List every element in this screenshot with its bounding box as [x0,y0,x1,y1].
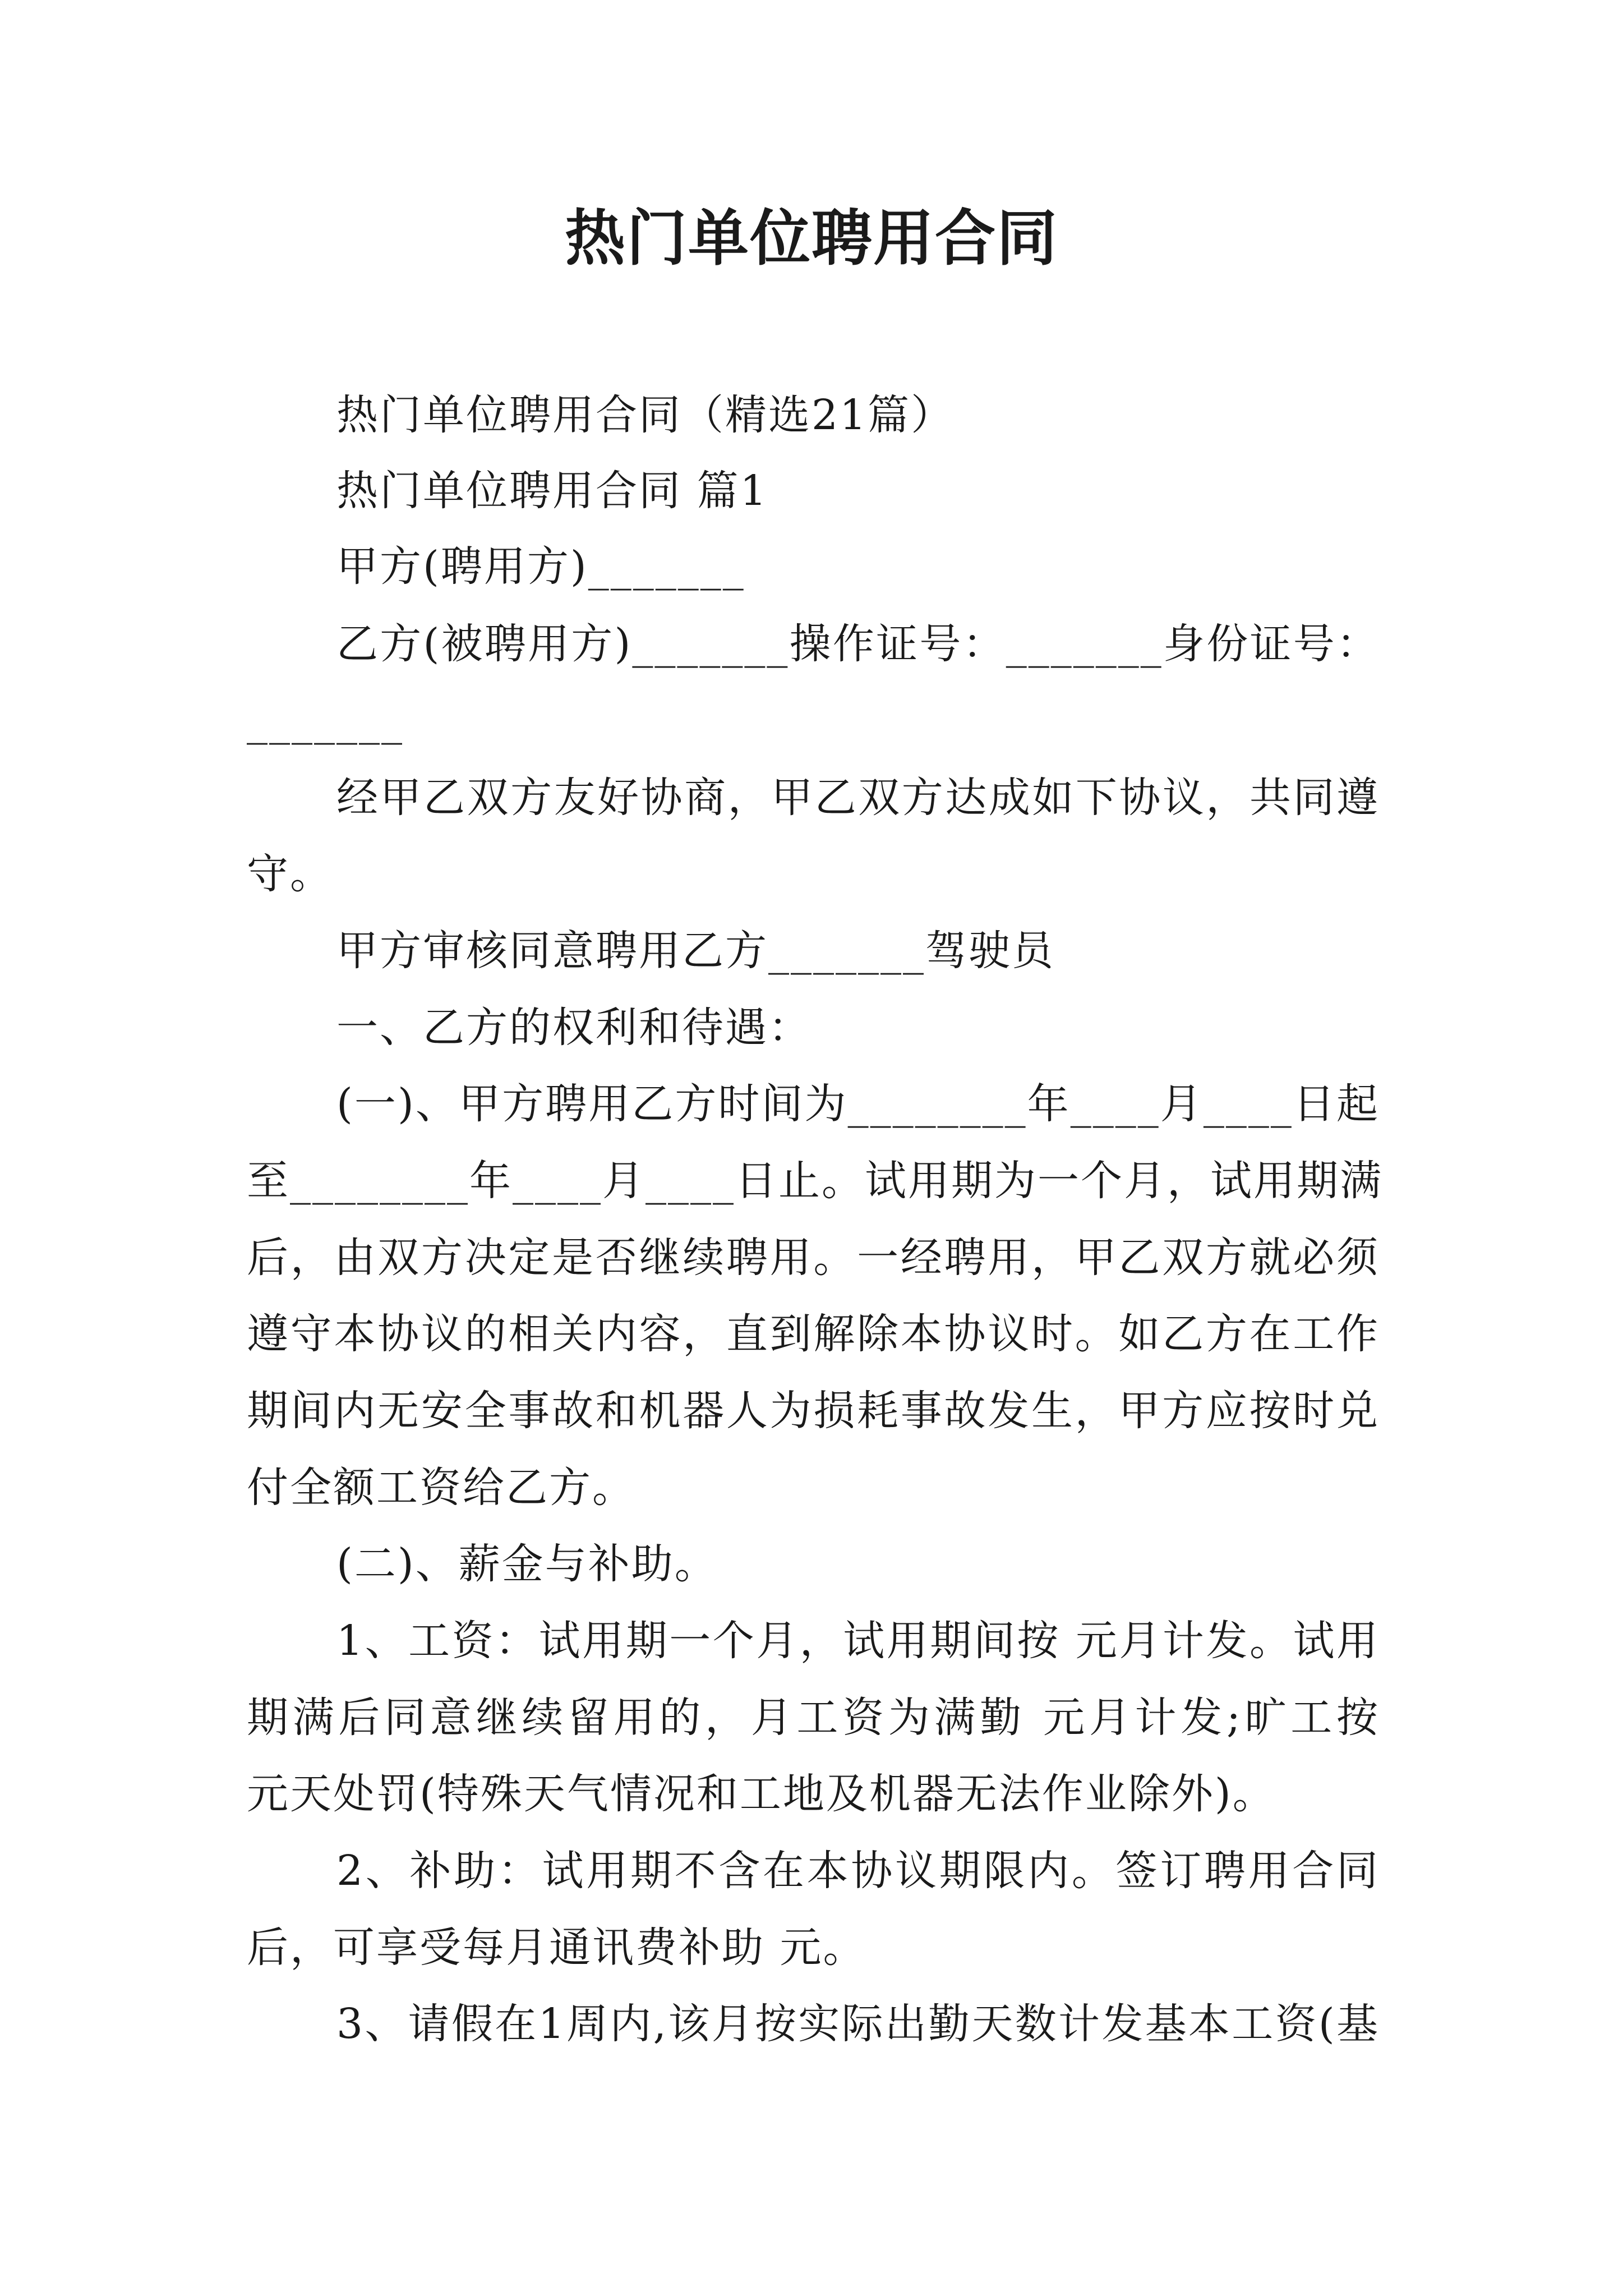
paragraph-line: 守。 [247,850,333,898]
paragraph-line: (一)、甲方聘用乙方时间为________年____月____日起 [336,1080,1380,1128]
paragraph-line: 至________年____月____日止。试用期为一个月，试用期满 [247,1157,1383,1205]
paragraph-line: 期满后同意继续留用的，月工资为满勤 元月计发;旷工按 [247,1694,1380,1742]
section-heading-line: 热门单位聘用合同 篇1 [336,467,768,515]
paragraph-line: 2、补助：试用期不含在本协议期限内。签订聘用合同 [336,1847,1380,1895]
paragraph-line: 元天处罚(特殊天气情况和工地及机器无法作业除外)。 [247,1770,1276,1818]
paragraph-line: 期间内无安全事故和机器人为损耗事故发生，甲方应按时兑 [247,1387,1380,1435]
paragraph-line: 付全额工资给乙方。 [247,1464,635,1512]
paragraph-line: 3、请假在1周内,该月按实际出勤天数计发基本工资(基 [336,2000,1380,2048]
clause-heading-line: (二)、薪金与补助。 [336,1540,718,1588]
paragraph-line: 遵守本协议的相关内容，直到解除本协议时。如乙方在工作 [247,1310,1380,1358]
paragraph-line: 经甲乙双方友好协商，甲乙双方达成如下协议，共同遵 [336,774,1380,822]
clause-heading-line: 一、乙方的权利和待遇： [336,1004,811,1052]
paragraph-line: 甲方审核同意聘用乙方_______驾驶员 [336,927,1055,975]
party-b-line: 乙方(被聘用方)_______操作证号：_______身份证号： [336,620,1380,668]
subtitle-line: 热门单位聘用合同（精选21篇） [336,391,955,439]
id-number-blank-line: _______ [247,697,404,745]
paragraph-line: 后，由双方决定是否继续聘用。一经聘用，甲乙双方就必须 [247,1234,1380,1282]
document-title: 热门单位聘用合同 [564,203,1058,274]
paragraph-line: 1、工资：试用期一个月，试用期间按 元月计发。试用 [336,1617,1380,1665]
party-a-line: 甲方(聘用方)_______ [336,542,745,591]
paragraph-line: 后，可享受每月通讯费补助 元。 [247,1924,866,1972]
